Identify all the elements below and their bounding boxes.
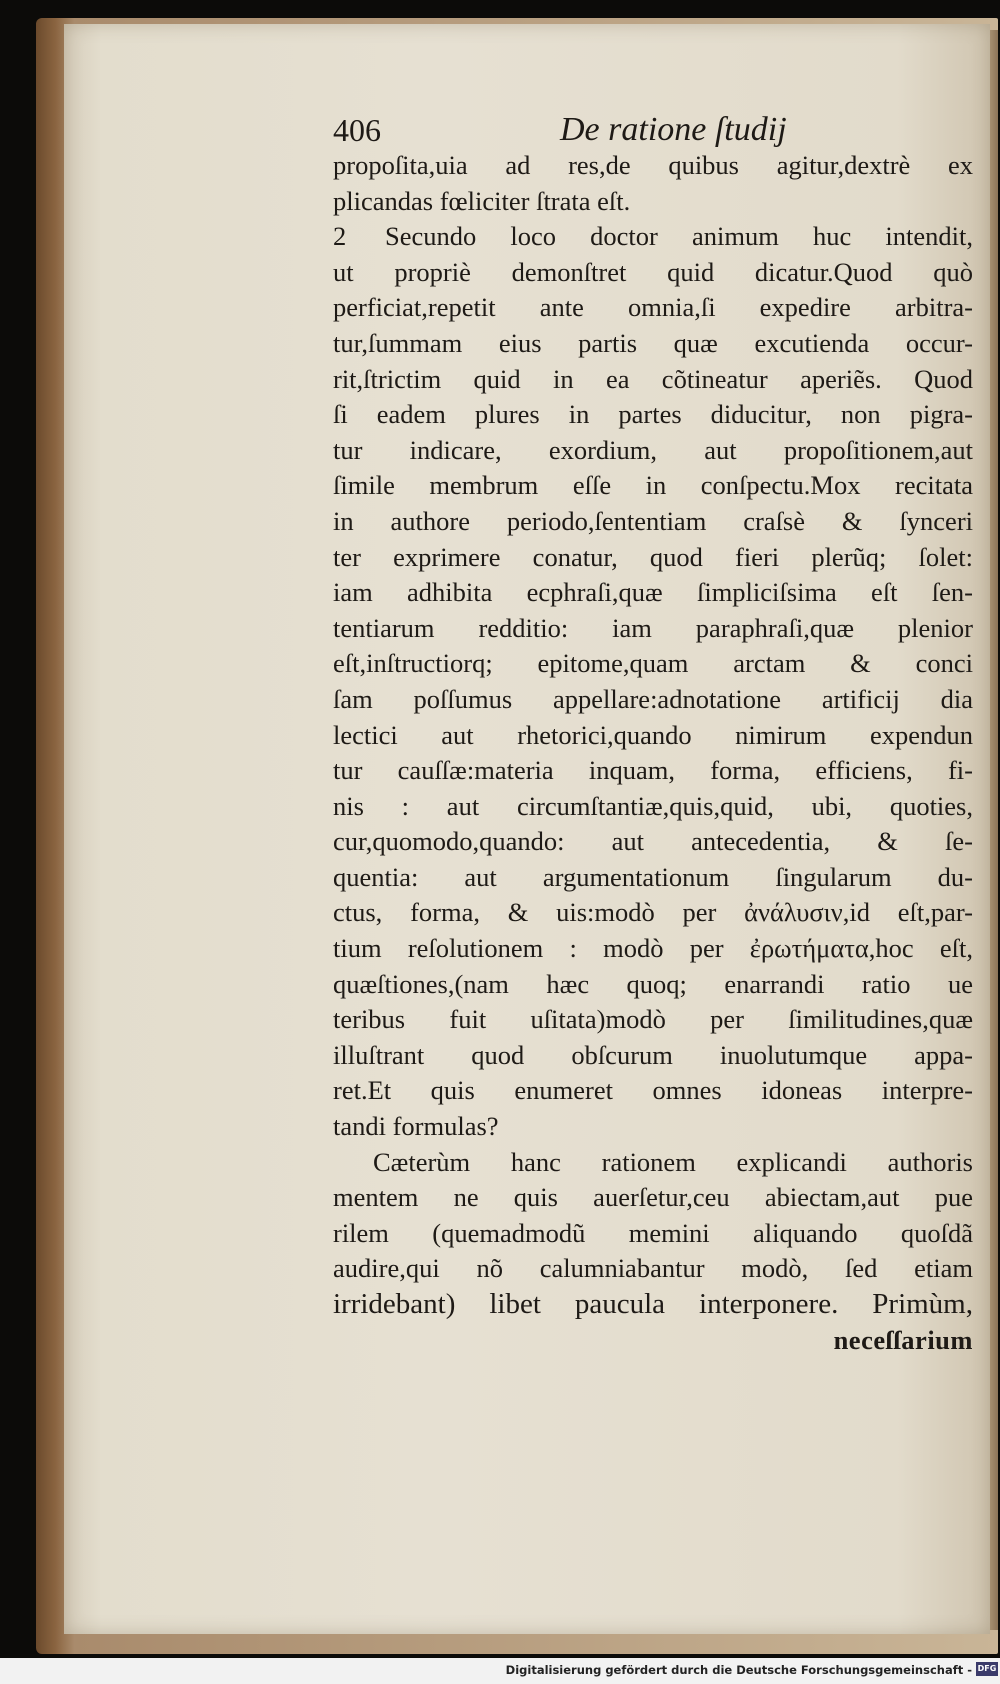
text-line — [333, 860, 973, 896]
text-line — [333, 1287, 973, 1323]
text-line — [333, 504, 973, 540]
line-text: ſam poſſumus appellare:adnotatione artificij dia — [333, 683, 973, 714]
line-text: Secundo loco doctor animum huc intendit, — [385, 221, 973, 252]
text-line — [333, 753, 973, 789]
line-text: tentiarum redditio: iam paraphraſi,quæ plenior — [333, 612, 973, 643]
line-text: quæſtiones,(nam hæc quoq; enarrandi ratio ue — [333, 968, 973, 999]
text-line — [333, 967, 973, 1003]
line-text: mentem ne quis auerſetur,ceu abiectam,aut pue — [333, 1182, 973, 1213]
text-line — [333, 1073, 973, 1109]
page-text-block — [333, 108, 973, 1358]
text-line — [333, 433, 973, 469]
text-line — [333, 184, 973, 220]
text-line — [333, 682, 973, 718]
line-text: tur cauſſæ:materia inquam, forma, efficiens, fi- — [333, 755, 973, 786]
text-line — [333, 1216, 973, 1252]
line-text: ſi eadem plures in partes diducitur, non pigra- — [333, 399, 973, 430]
text-line — [333, 646, 973, 682]
line-text: tur,ſummam eius partis quæ excutienda occur- — [333, 327, 973, 358]
line-text: cur,quomodo,quando: aut antecedentia, & ſe- — [333, 826, 973, 857]
text-line — [333, 611, 973, 647]
line-text: ſimile membrum eſſe in conſpectu.Mox recitata — [333, 470, 973, 501]
text-line — [333, 718, 973, 754]
line-text: nis : aut circumſtantiæ,quis,quid, ubi, quoties, — [333, 790, 973, 821]
text-line — [333, 895, 973, 931]
line-text: ter exprimere conatur, quod fieri plerũq; ſolet: — [333, 541, 973, 572]
text-line — [333, 290, 973, 326]
text-line — [333, 575, 973, 611]
line-text: teribus fuit uſitata)modò per ſimilitudines,quæ — [333, 1004, 973, 1035]
line-text: illuſtrant quod obſcurum inuolutumque appa- — [333, 1039, 973, 1070]
line-text: iam adhibita ecphraſi,quæ ſimpliciſsima eſt ſen- — [333, 577, 973, 608]
text-line — [333, 148, 973, 184]
line-text: propoſita,uia ad res,de quibus agitur,dextrè ex — [333, 150, 973, 180]
funding-credit: Digitalisierung gefördert durch die Deutsche Forschungsgemeinschaft - — [505, 1663, 972, 1677]
text-line — [333, 1180, 973, 1216]
line-text: quentia: aut argumentationum ſingularum du- — [333, 861, 973, 892]
footer-bar — [0, 1658, 1000, 1684]
text-line — [333, 362, 973, 398]
text-line — [333, 1145, 973, 1181]
line-text: plicandas fœliciter ſtrata eſt. — [333, 185, 631, 216]
text-line — [333, 326, 973, 362]
section-number: 2 — [333, 221, 347, 252]
text-line — [333, 931, 973, 967]
dfg-logo-icon: DFG — [976, 1662, 998, 1676]
line-text: ret.Et quis enumeret omnes idoneas interpre- — [333, 1075, 973, 1106]
line-text: ctus, forma, & uis:modò per ἀνάλυσιν,id eſt,par- — [333, 897, 973, 928]
page-number: 406 — [333, 112, 381, 148]
line-text: tium reſolutionem : modò per ἐρωτήματα,hoc eſt, — [333, 933, 973, 964]
running-head — [333, 108, 973, 152]
line-text: ut propriè demonſtret quid dicatur.Quod quò — [333, 256, 973, 287]
text-line — [333, 540, 973, 576]
text-line — [333, 219, 973, 255]
text-line — [333, 1002, 973, 1038]
text-line — [333, 1038, 973, 1074]
line-text: audire,qui nõ calumniabantur modò, ſed etiam — [333, 1253, 973, 1284]
text-line — [333, 468, 973, 504]
catchword: neceſſarium — [833, 1324, 973, 1355]
line-text: Cæterùm hanc rationem explicandi authoris — [373, 1146, 973, 1177]
line-text: tur indicare, exordium, aut propoſitionem,aut — [333, 434, 973, 465]
text-line — [333, 824, 973, 860]
line-text: tandi formulas? — [333, 1111, 499, 1142]
text-line — [333, 1109, 973, 1145]
line-text: in authore periodo,ſententiam craſsè & ſynceri — [333, 505, 973, 536]
text-line — [333, 397, 973, 433]
line-text: rit,ſtrictim quid in ea cõtineatur aperiẽs. Quod — [333, 363, 973, 394]
line-text: rilem (quemadmodũ memini aliquando quoſdã — [333, 1217, 973, 1248]
text-line — [333, 789, 973, 825]
line-text: lectici aut rhetorici,quando nimirum expendun — [333, 719, 973, 750]
line-text: eſt,inſtructiorq; epitome,quam arctam & conci — [333, 648, 973, 679]
running-title: De ratione ſtudij — [560, 111, 787, 148]
line-text: irridebant) libet paucula interponere. Primùm, — [333, 1288, 973, 1320]
line-text: perficiat,repetit ante omnia,ſi expedire arbitra- — [333, 292, 973, 323]
text-line — [333, 255, 973, 291]
text-lines — [333, 148, 973, 1323]
text-line — [333, 1251, 973, 1287]
